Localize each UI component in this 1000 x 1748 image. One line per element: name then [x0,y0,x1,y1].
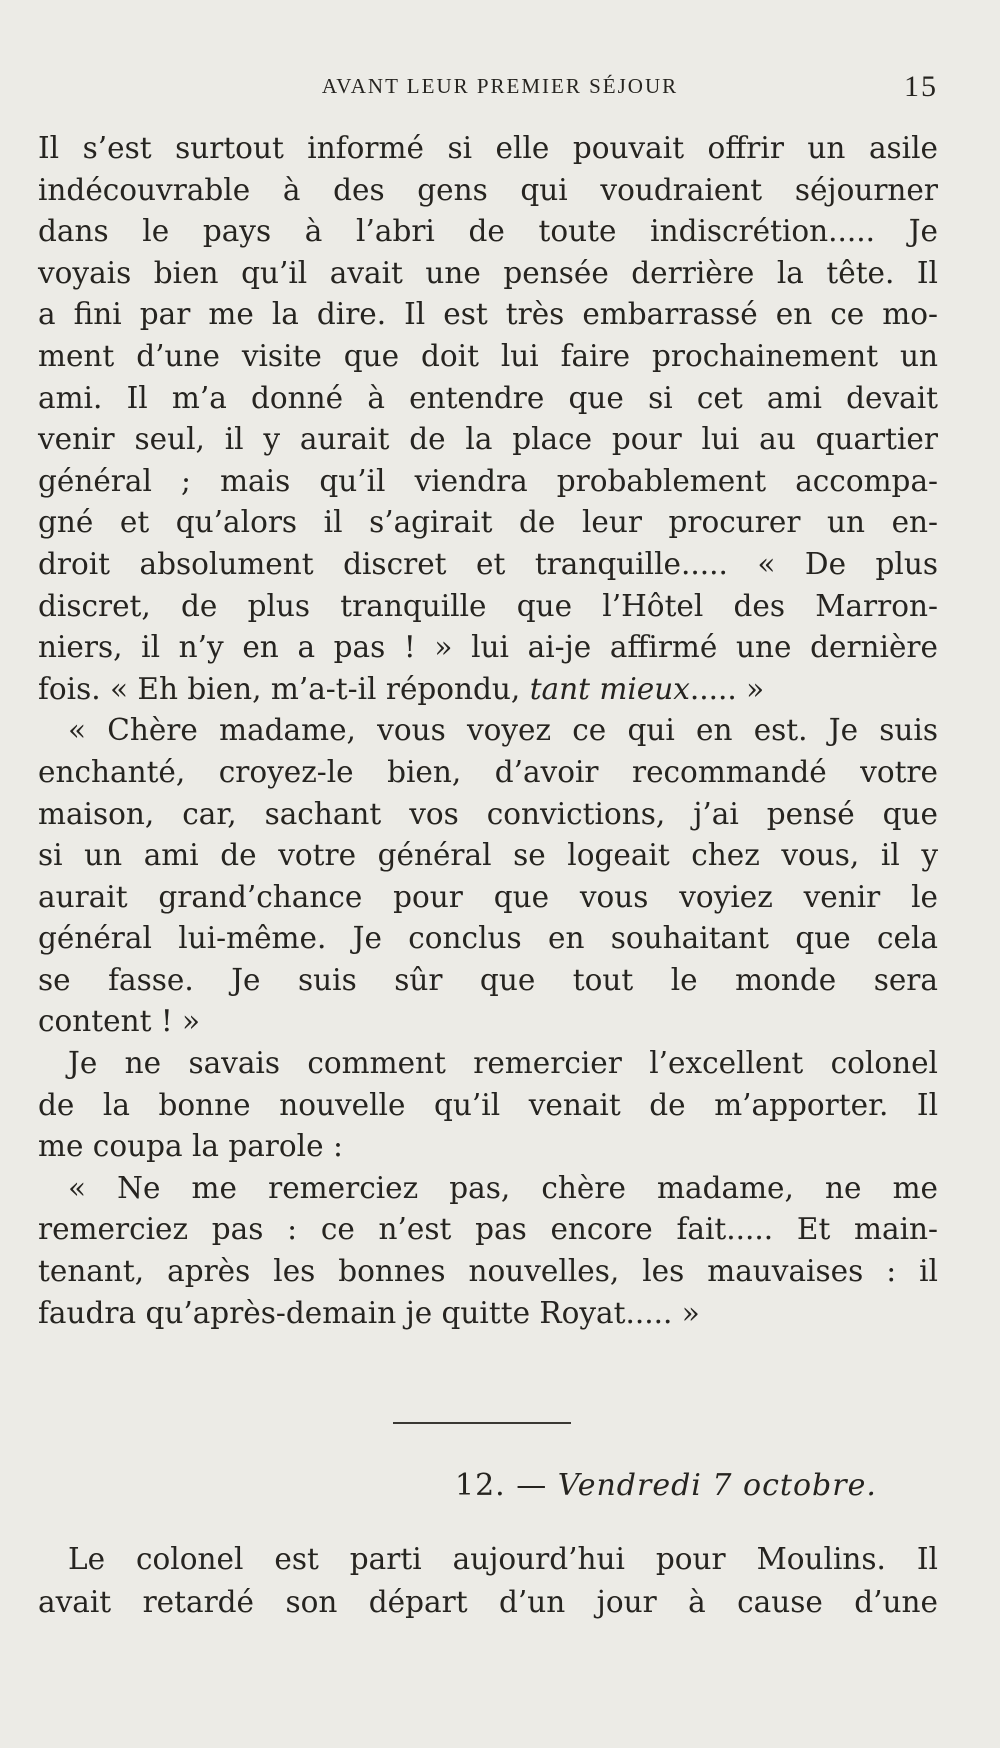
body-text-continued [38,1538,938,1624]
text-line: indécouvrable à des gens qui voudraient séjourner [38,172,938,207]
emphasis-text: tant mieux [529,671,690,706]
quote-line: se fasse. Je suis sûr que tout le monde sera [38,962,938,997]
text-line: Le colonel est parti aujourd’hui pour Moulins. Il [68,1542,938,1576]
text-line: Il s’est surtout informé si elle pouvait offrir un asile [38,131,938,165]
section-divider [393,1422,571,1424]
quote-line: aurait grand’chance pour que vous voyiez venir le [38,879,938,914]
text-line: me coupa la parole : [38,1129,343,1164]
text-line: discret, de plus tranquille que l’Hôtel des Marron- [38,588,938,623]
quote-line: faudra qu’après-demain je quitte Royat..... » [38,1295,700,1330]
body-text [38,128,938,1334]
text-line: de la bonne nouvelle qu’il venait de m’apporter. Il [38,1087,938,1122]
text-line: droit absolument discret et tranquille..... « De plus [38,546,938,581]
page-number: 15 [904,70,938,103]
text-line: ment d’une visite que doit lui faire prochainement un [38,338,938,373]
text-line: gné et qu’alors il s’agirait de leur procurer un en- [38,505,938,540]
running-title: AVANT LEUR PREMIER SÉJOUR [321,74,679,98]
quote-line: enchanté, croyez-le bien, d’avoir recommandé votre [38,754,938,789]
quote-line: content ! » [38,1004,201,1039]
quote-line: maison, car, sachant vos convictions, j’ai pensé que [38,796,938,831]
text-line: Je ne savais comment remercier l’excellent colonel [68,1046,938,1081]
text-line: ami. Il m’a donné à entendre que si cet ami devait [38,380,938,415]
text-line: avait retardé son départ d’un jour à cause d’une [38,1585,938,1619]
section-heading [455,1468,877,1503]
section-date: Vendredi 7 octobre. [557,1468,877,1503]
text-line: niers, il n’y en a pas ! » lui ai-je affirmé une dernière [38,630,938,665]
text-line: voyais bien qu’il avait une pensée derrière la tête. Il [38,255,938,290]
section-number: 12. — [455,1468,558,1503]
text-line: général ; mais qu’il viendra probablement accompa- [38,463,938,498]
quote-line: général lui-même. Je conclus en souhaitant que cela [38,921,938,956]
quote-line: si un ami de votre général se logeait chez vous, il y [38,838,938,873]
text-line: dans le pays à l’abri de toute indiscrétion..... Je [38,214,938,249]
quote-line: « Ne me remerciez pas, chère madame, ne me [68,1170,938,1205]
text-line: venir seul, il y aurait de la place pour lui au quartier [38,422,938,457]
text-line: a fini par me la dire. Il est très embarrassé en ce mo- [38,297,938,332]
quote-line: remerciez pas : ce n’est pas encore fait..... Et main- [38,1212,938,1247]
running-head [0,70,1000,110]
text-line-prefix: fois. « Eh bien, m’a-t-il répondu, [38,671,530,706]
quote-line: tenant, après les bonnes nouvelles, les mauvaises : il [38,1254,938,1289]
text-line-suffix: ..... » [689,671,765,706]
quote-line: « Chère madame, vous voyez ce qui en est. Je suis [68,713,938,748]
text-line [38,669,938,711]
